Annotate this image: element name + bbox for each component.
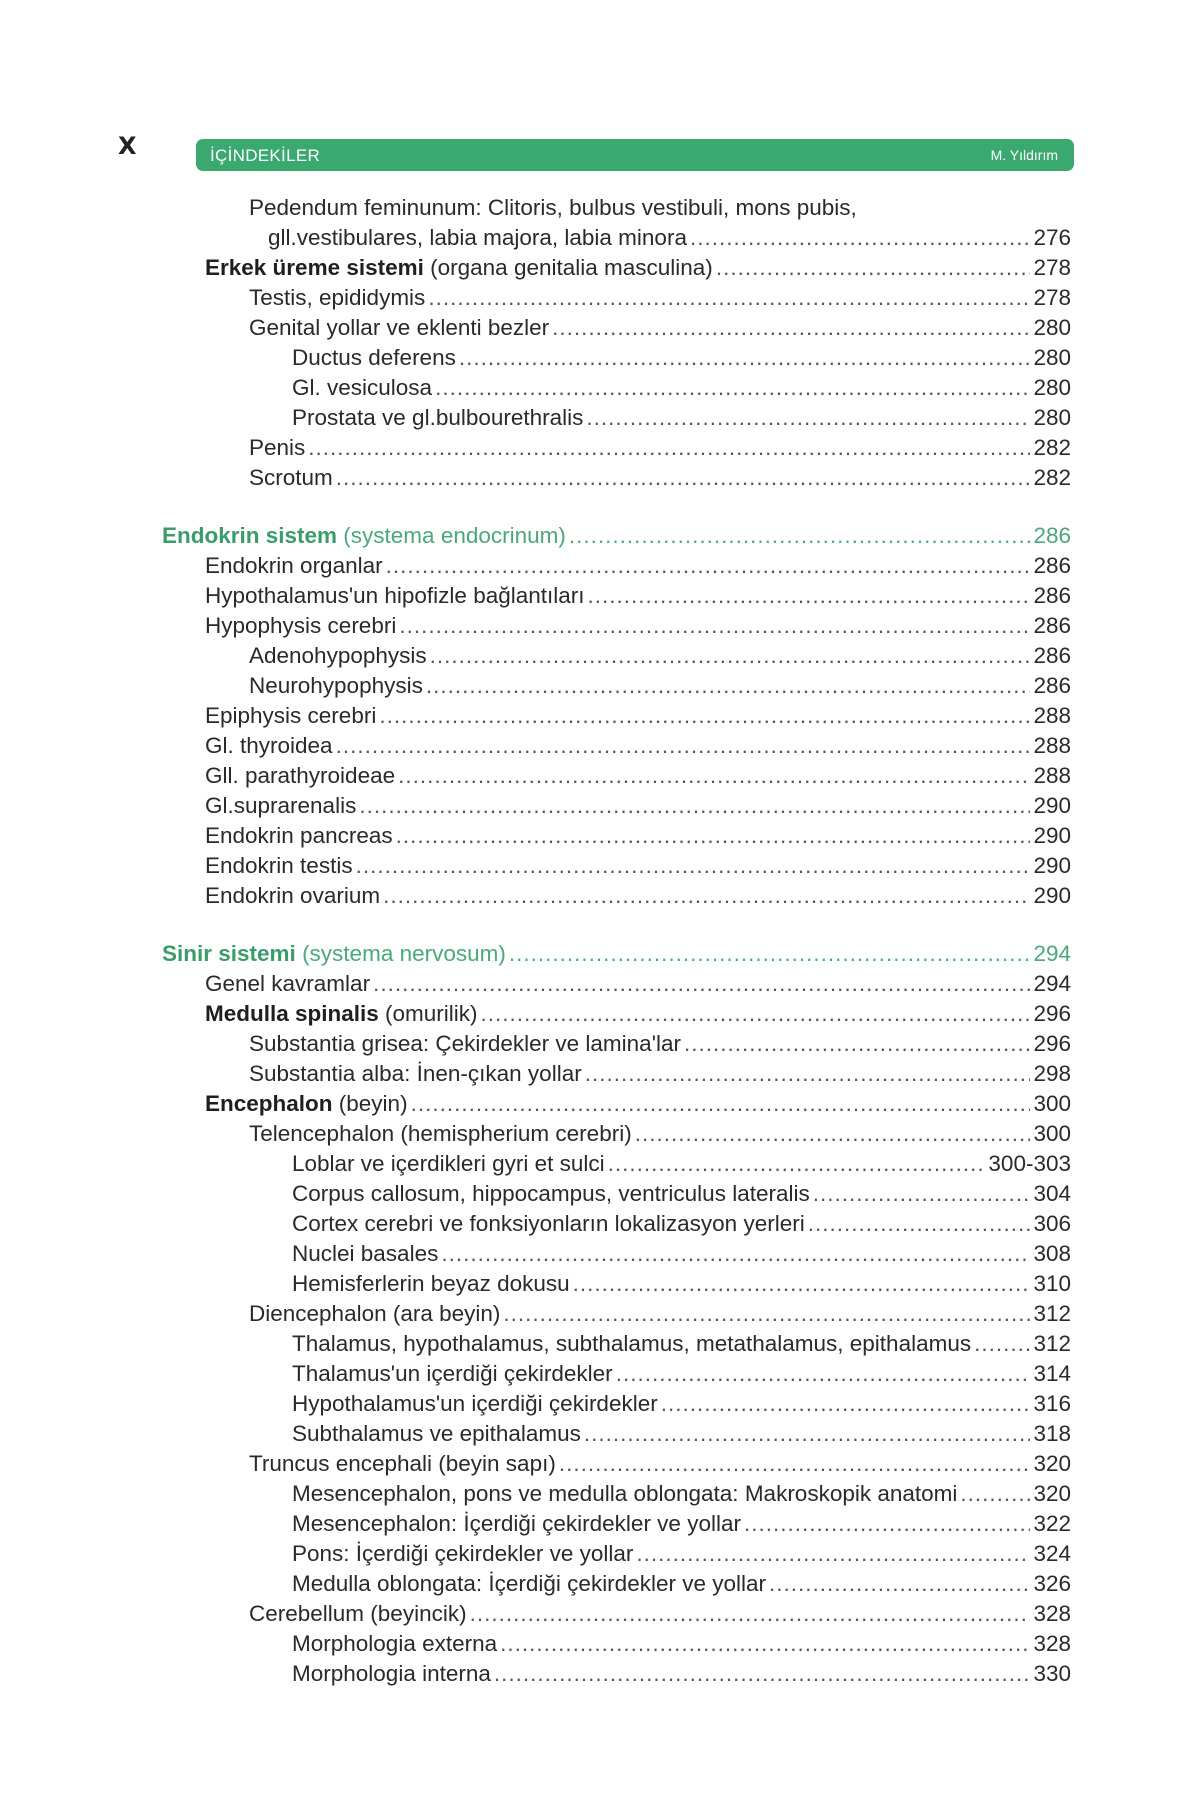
toc-page-number: 298 <box>1033 1061 1071 1086</box>
toc-entry-title <box>292 1210 805 1238</box>
toc-page-number: 290 <box>1033 823 1071 848</box>
toc-page-number: 330 <box>1033 1661 1071 1686</box>
dot-leader <box>500 1630 1030 1658</box>
header-title: İÇİNDEKİLER <box>210 146 321 165</box>
dot-leader <box>386 552 1031 580</box>
toc-entry-text: Medulla oblongata: İçerdiği çekirdekler ve yollar <box>292 1571 766 1596</box>
toc-entry-title <box>249 434 305 462</box>
dot-leader <box>569 522 1031 550</box>
toc-entry-bold-title: Medulla spinalis <box>205 1001 379 1026</box>
toc-entry <box>249 464 1071 492</box>
toc-page-number: 320 <box>1033 1451 1071 1476</box>
dot-leader <box>399 612 1030 640</box>
toc-entry <box>292 1420 1071 1448</box>
dot-leader <box>588 582 1031 610</box>
toc-entry-title <box>292 1480 957 1508</box>
dot-leader <box>509 940 1031 968</box>
toc-entry-text: Thalamus, hypothalamus, subthalamus, metathalamus, epithalamus <box>292 1331 972 1356</box>
dot-leader <box>426 672 1031 700</box>
toc-page-number: 282 <box>1033 435 1071 460</box>
dot-leader <box>661 1390 1031 1418</box>
toc-page-number: 280 <box>1033 375 1071 400</box>
toc-entry-title <box>205 882 380 910</box>
toc-entry-title <box>249 1600 467 1628</box>
toc-entry-text: Truncus encephali (beyin sapı) <box>249 1451 556 1476</box>
toc-entry-text: Endokrin ovarium <box>205 883 381 908</box>
toc-entry <box>249 1300 1071 1328</box>
toc-entry-title <box>205 970 370 998</box>
toc-entry <box>292 1360 1071 1388</box>
toc-entry <box>205 762 1071 790</box>
toc-entry-text: Corpus callosum, hippocampus, ventriculus lateralis <box>292 1181 810 1206</box>
toc-entry-text: Diencephalon (ara beyin) <box>249 1301 501 1326</box>
toc-entry <box>292 1660 1071 1688</box>
toc-entry-text: Subthalamus ve epithalamus <box>292 1421 581 1446</box>
toc-entry-text: Morphologia externa <box>292 1631 498 1656</box>
toc-entry <box>292 1180 1071 1208</box>
dot-leader <box>435 374 1030 402</box>
toc-entry-text: (systema nervosum) <box>295 941 506 966</box>
page-number-roman: X <box>118 132 137 160</box>
toc-entry <box>205 552 1071 580</box>
toc-entry-title <box>292 1180 810 1208</box>
dot-leader <box>808 1210 1031 1238</box>
dot-leader <box>308 434 1030 462</box>
dot-leader <box>573 1270 1031 1298</box>
toc-entry <box>249 1450 1071 1478</box>
toc-entry-text: Substantia alba: İnen-çıkan yollar <box>249 1061 582 1086</box>
toc-entry-title <box>249 1450 556 1478</box>
toc-entry-title <box>249 314 549 342</box>
toc-entry <box>205 732 1071 760</box>
dot-leader <box>430 642 1031 670</box>
toc-page-number: 290 <box>1033 853 1071 878</box>
toc-entry-text: Adenohypophysis <box>249 643 427 668</box>
toc-entry-text: Gl. vesiculosa <box>292 375 433 400</box>
toc-page-number: 316 <box>1033 1391 1071 1416</box>
toc-entry-text: Neurohypophysis <box>249 673 423 698</box>
toc-entry-title <box>205 1000 478 1028</box>
dot-leader <box>974 1330 1030 1358</box>
toc-entry-title <box>205 732 333 760</box>
toc-page-number: 324 <box>1033 1541 1071 1566</box>
toc-entry-text: Genel kavramlar <box>205 971 371 996</box>
header-bar <box>196 139 1074 171</box>
toc-page-number: 294 <box>1033 971 1071 996</box>
toc-entry-title <box>205 552 383 580</box>
toc-entry-title <box>205 792 356 820</box>
dot-leader <box>359 792 1030 820</box>
toc-entry-text: (omurilik) <box>378 1001 478 1026</box>
dot-leader <box>336 732 1031 760</box>
toc-entry-title <box>268 224 687 252</box>
toc-entry-text: Substantia grisea: Çekirdekler ve lamina'lar <box>249 1031 681 1056</box>
toc-entry <box>292 1270 1071 1298</box>
toc-entry-title <box>292 1330 971 1358</box>
toc-entry-text: Endokrin testis <box>205 853 353 878</box>
toc-entry-title <box>292 1420 581 1448</box>
toc-entry-title <box>249 642 427 670</box>
toc-entry-text: Testis, epididymis <box>249 285 426 310</box>
toc-entry <box>205 1090 1071 1118</box>
toc-page-number: 300 <box>1033 1091 1071 1116</box>
toc-entry-text: (beyin) <box>332 1091 408 1116</box>
toc-entry-title <box>162 940 506 968</box>
toc-entry-title <box>249 672 423 700</box>
toc-entry-text: Gll. parathyroideae <box>205 763 396 788</box>
toc-entry-bold-title: Erkek üreme sistemi <box>205 255 424 280</box>
toc-entry-title <box>249 1120 632 1148</box>
toc-entry-text: Mesencephalon: İçerdiği çekirdekler ve yollar <box>292 1511 741 1536</box>
toc-page-number: 286 <box>1033 583 1071 608</box>
toc-entry-title <box>162 522 566 550</box>
toc-page-number: 290 <box>1033 883 1071 908</box>
dot-leader <box>373 970 1030 998</box>
dot-leader <box>503 1300 1030 1328</box>
toc-entry-title <box>249 284 425 312</box>
dot-leader <box>552 314 1030 342</box>
dot-leader <box>636 1540 1030 1568</box>
toc-entry-text: Nuclei basales <box>292 1241 439 1266</box>
toc-entry <box>205 882 1071 910</box>
toc-entry <box>205 1000 1071 1028</box>
toc-page-number: 300 <box>1033 1121 1071 1146</box>
dot-leader <box>608 1150 986 1178</box>
toc-entry-text: Morphologia interna <box>292 1661 491 1686</box>
toc-page-number: 304 <box>1033 1181 1071 1206</box>
dot-leader <box>813 1180 1031 1208</box>
toc-entry-text: Hemisferlerin beyaz dokusu <box>292 1271 570 1296</box>
toc-page-number: 280 <box>1033 315 1071 340</box>
toc-page-number: 288 <box>1033 733 1071 758</box>
toc-page-number: 328 <box>1033 1631 1071 1656</box>
dot-leader <box>470 1600 1031 1628</box>
dot-leader <box>684 1030 1030 1058</box>
dot-leader <box>411 1090 1031 1118</box>
toc-entry-title <box>205 822 393 850</box>
toc-entry-bold-title: Encephalon <box>205 1091 333 1116</box>
toc-entry-text: Cerebellum (beyincik) <box>249 1601 467 1626</box>
toc-entry-text: Genital yollar ve eklenti bezler <box>249 315 550 340</box>
toc-page-number: 286 <box>1033 523 1071 548</box>
toc-entry-title <box>249 1060 582 1088</box>
toc-entry <box>249 642 1071 670</box>
toc-entry-title <box>205 1090 408 1118</box>
toc-entry <box>292 1630 1071 1658</box>
toc-entry-text: Mesencephalon, pons ve medulla oblongata: Makroskopik anatomi <box>292 1481 958 1506</box>
toc-page-number: 276 <box>1033 225 1071 250</box>
toc-intro-line: Pedendum feminunum: Clitoris, bulbus vestibuli, mons pubis, <box>249 195 857 220</box>
toc-entry <box>249 314 1071 342</box>
toc-entry <box>205 702 1071 730</box>
header-author: M. Yıldırım <box>990 147 1058 163</box>
dot-leader <box>769 1570 1030 1598</box>
toc-entry-text: Penis <box>249 435 306 460</box>
toc-page-number: 320 <box>1033 1481 1071 1506</box>
toc-entry-bold-title: Endokrin sistem <box>162 523 338 548</box>
toc-page-number: 318 <box>1033 1421 1071 1446</box>
toc-page-number: 286 <box>1033 553 1071 578</box>
toc-entry-title <box>292 1660 491 1688</box>
toc-entry-title <box>205 612 396 640</box>
dot-leader <box>428 284 1030 312</box>
dot-leader <box>960 1480 1030 1508</box>
toc-page-number: 278 <box>1033 285 1071 310</box>
toc-page-number: 288 <box>1033 703 1071 728</box>
dot-leader <box>383 882 1030 910</box>
toc-page-number: 300-303 <box>988 1151 1071 1176</box>
toc-page-number: 312 <box>1033 1331 1071 1356</box>
toc-entry <box>205 612 1071 640</box>
toc-page-number: 312 <box>1033 1301 1071 1326</box>
toc-entry-title <box>292 1270 570 1298</box>
toc-page-number: 286 <box>1033 613 1071 638</box>
dot-leader <box>481 1000 1031 1028</box>
dot-leader <box>441 1240 1030 1268</box>
dot-leader <box>690 224 1031 252</box>
toc-entry <box>249 1030 1071 1058</box>
toc-entry <box>249 284 1071 312</box>
toc-entry-title <box>292 1510 741 1538</box>
dot-leader <box>336 464 1031 492</box>
toc-page-number: 296 <box>1033 1031 1071 1056</box>
dot-leader <box>379 702 1030 730</box>
toc-entry-title <box>292 1240 438 1268</box>
toc-entry-bold-title: Sinir sistemi <box>162 941 296 966</box>
toc-entry-text: Telencephalon (hemispherium cerebri) <box>249 1121 632 1146</box>
toc-page-number: 308 <box>1033 1241 1071 1266</box>
toc-page-number: 280 <box>1033 345 1071 370</box>
toc-page-number: 278 <box>1033 255 1071 280</box>
toc-page-number: 314 <box>1033 1361 1071 1386</box>
toc-entry-text: Gl.suprarenalis <box>205 793 357 818</box>
toc-entry <box>268 224 1071 252</box>
toc-entry <box>292 1480 1071 1508</box>
toc-entry <box>292 1330 1071 1358</box>
dot-leader <box>616 1360 1031 1388</box>
toc-entry-title <box>292 1150 605 1178</box>
toc-page-number: 328 <box>1033 1601 1071 1626</box>
toc-page-number: 326 <box>1033 1571 1071 1596</box>
toc-page-number: 282 <box>1033 465 1071 490</box>
toc-entry-title <box>292 404 583 432</box>
toc-entry <box>249 1120 1071 1148</box>
toc-entry-title <box>205 762 395 790</box>
toc-entry <box>249 672 1071 700</box>
dot-leader <box>586 404 1030 432</box>
toc-page-number: 306 <box>1033 1211 1071 1236</box>
toc-entry <box>205 852 1071 880</box>
toc-entry-text: gll.vestibulares, labia majora, labia minora <box>268 225 687 250</box>
toc-entry-text: Ductus deferens <box>292 345 456 370</box>
toc-entry <box>205 792 1071 820</box>
toc-entry-text: (systema endocrinum) <box>337 523 566 548</box>
toc-entry-text: Cortex cerebri ve fonksiyonların lokalizasyon yerleri <box>292 1211 805 1236</box>
dot-leader <box>585 1060 1031 1088</box>
dot-leader <box>494 1660 1031 1688</box>
toc-entry <box>292 1390 1071 1418</box>
dot-leader <box>396 822 1031 850</box>
toc-page-number: 280 <box>1033 405 1071 430</box>
dot-leader <box>356 852 1031 880</box>
toc-entry <box>249 434 1071 462</box>
toc-entry-text: Endokrin pancreas <box>205 823 393 848</box>
toc-section-heading <box>162 940 1071 968</box>
toc-entry-text: Hypophysis cerebri <box>205 613 397 638</box>
toc-entry <box>292 344 1071 372</box>
toc-entry-text: Hypothalamus'un içerdiği çekirdekler <box>292 1391 658 1416</box>
toc-entry <box>292 1210 1071 1238</box>
toc-entry-text: Epiphysis cerebri <box>205 703 377 728</box>
toc-entry-text: Thalamus'un içerdiği çekirdekler <box>292 1361 613 1386</box>
toc-entry <box>205 582 1071 610</box>
toc-page-number: 322 <box>1033 1511 1071 1536</box>
toc-entry <box>205 822 1071 850</box>
toc-page-number: 286 <box>1033 643 1071 668</box>
dot-leader <box>744 1510 1030 1538</box>
toc-entry-title <box>249 1300 500 1328</box>
toc-entry-title <box>249 464 333 492</box>
toc-entry-title <box>292 1360 613 1388</box>
dot-leader <box>459 344 1031 372</box>
toc-page-number: 290 <box>1033 793 1071 818</box>
toc-entry-text: Endokrin organlar <box>205 553 383 578</box>
toc-entry-text: Loblar ve içerdikleri gyri et sulci <box>292 1151 605 1176</box>
toc-entry-title <box>249 1030 681 1058</box>
toc-section-heading <box>162 522 1071 550</box>
dot-leader <box>716 254 1031 282</box>
toc-entry <box>292 1570 1071 1598</box>
toc-entry <box>292 1510 1071 1538</box>
toc-entry-title <box>292 1570 766 1598</box>
toc-entry <box>205 254 1071 282</box>
toc-entry-title <box>205 582 585 610</box>
toc-page-number: 296 <box>1033 1001 1071 1026</box>
toc-entry-title <box>292 1390 658 1418</box>
toc-entry-title <box>292 1630 497 1658</box>
toc-entry-title <box>292 344 456 372</box>
dot-leader <box>398 762 1030 790</box>
toc-entry <box>205 970 1071 998</box>
toc-entry <box>292 1240 1071 1268</box>
toc-page-number: 294 <box>1033 941 1071 966</box>
toc-entry <box>249 1600 1071 1628</box>
dot-leader <box>559 1450 1031 1478</box>
toc-entry-text: Hypothalamus'un hipofizle bağlantıları <box>205 583 585 608</box>
dot-leader <box>635 1120 1031 1148</box>
toc-entry-title <box>292 374 432 402</box>
toc-entry-title <box>292 1540 633 1568</box>
toc-entry-text: Pons: İçerdiği çekirdekler ve yollar <box>292 1541 634 1566</box>
toc-entry <box>292 1150 1071 1178</box>
toc-entry <box>292 404 1071 432</box>
toc-entry-title <box>205 852 353 880</box>
toc-page-number: 286 <box>1033 673 1071 698</box>
toc-entry-text: (organa genitalia masculina) <box>423 255 713 280</box>
toc-entry-title <box>205 254 713 282</box>
toc-entry-text: Gl. thyroidea <box>205 733 333 758</box>
toc-entry-text: Scrotum <box>249 465 333 490</box>
toc-entry <box>249 1060 1071 1088</box>
dot-leader <box>584 1420 1031 1448</box>
toc-entry <box>292 1540 1071 1568</box>
toc-entry-text: Prostata ve gl.bulbourethralis <box>292 405 584 430</box>
toc-entry <box>292 374 1071 402</box>
toc-page-number: 288 <box>1033 763 1071 788</box>
toc-page-number: 310 <box>1033 1271 1071 1296</box>
toc-entry-title <box>205 702 376 730</box>
